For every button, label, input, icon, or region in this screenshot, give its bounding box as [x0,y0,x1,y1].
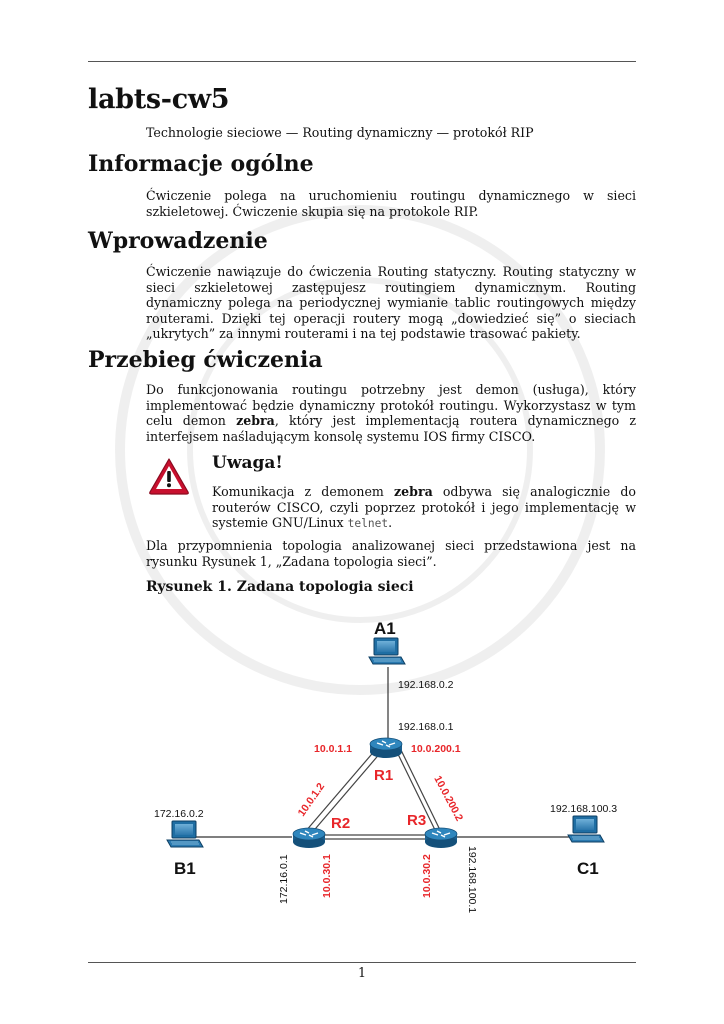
router-r1-icon [370,738,402,758]
addr-r2-up: 10.0.1.2 [295,780,328,819]
warning-title: Uwaga! [212,453,283,473]
info-paragraph: Ćwiczenie polega na uruchomieniu routingu dynamicznego w sieci szkieletowej. Ćwiczenie skupia się na protokole RIP. [146,188,636,219]
label-c1: C1 [577,859,599,878]
router-r2-icon [293,828,325,848]
heading-info: Informacje ogólne [88,151,314,177]
addr-a1: 192.168.0.2 [398,679,454,691]
telnet-code: telnet [347,517,389,531]
label-r2: R2 [331,815,351,832]
router-r3-icon [425,828,457,848]
warning-icon [148,457,190,495]
label-r1: R1 [374,767,394,784]
page-number: 1 [357,965,366,980]
pc-c1-icon [568,816,604,842]
network-topology-diagram [140,612,640,942]
addr-r1-right: 10.0.200.1 [411,743,461,755]
heading-course: Przebieg ćwiczenia [88,347,323,373]
addr-c1: 192.168.100.3 [550,803,618,815]
warning-text: Komunikacja z demonem zebra odbywa się analogicznie do routerów CISCO, czyli poprzez protokół i jego implementację w systemie GNU/Linux telnet. [212,484,636,531]
top-rule [88,61,636,62]
figure-caption: Rysunek 1. Zadana topologia sieci [146,579,414,595]
label-r3: R3 [407,812,427,829]
course-paragraph-2: Dla przypomnienia topologia analizowanej sieci przedstawiona jest na rysunku Rysunek 1, „Zadana topologia sieci”. [146,538,636,569]
pc-b1-icon [167,821,203,847]
document-title: labts-cw5 [88,84,230,115]
addr-r3-lan: 192.168.100.1 [466,846,478,914]
pc-a1-icon [369,638,405,664]
bottom-rule [88,962,636,963]
addr-r2-right: 10.0.30.1 [321,854,333,898]
addr-r2-lan: 172.16.0.1 [278,854,290,904]
label-a1: A1 [374,619,396,638]
addr-r3-up: 10.0.200.2 [431,773,466,824]
heading-intro: Wprowadzenie [88,228,268,254]
intro-paragraph: Ćwiczenie nawiązuje do ćwiczenia Routing statyczny. Routing statyczny w sieci szkieletowej zastępujesz routingiem dynamicznym. Routing dynamiczny polega na periodycznej wymianie tablic routingowych między routerami. Dzięki tej operacji routery mogą „dowiedzieć się” o sieciach „ukrytych” za innymi routerami i na tej podstawie trasować pakiety. [146,264,636,342]
course-paragraph-1: Do funkcjonowania routingu potrzebny jest demon (usługa), który implementować będzie dynamiczny protokół routingu. Wykorzystasz w tym celu demon zebra, który jest implementacją routera dynamicznego z interfejsem naśladującym konsolę systemu IOS firmy CISCO. [146,382,636,444]
zebra-bold: zebra [236,413,275,429]
addr-r1-lan: 192.168.0.1 [398,721,454,733]
document-subtitle: Technologie sieciowe — Routing dynamiczny — protokół RIP [146,125,534,140]
addr-r1-left: 10.0.1.1 [314,743,352,755]
addr-r3-left: 10.0.30.2 [421,854,433,898]
label-b1: B1 [174,859,196,878]
addr-b1: 172.16.0.2 [154,808,204,820]
